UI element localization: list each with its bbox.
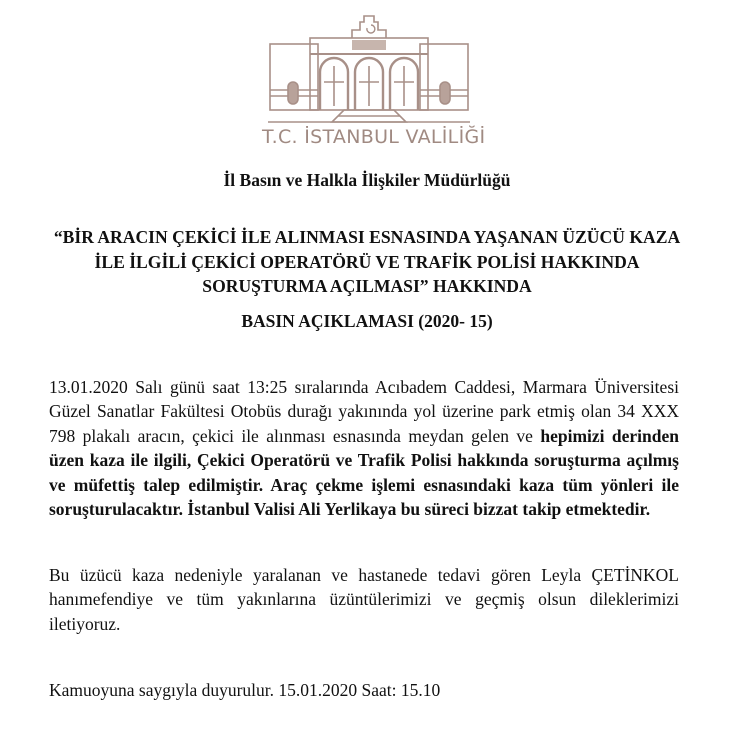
logo-text: T.C. İSTANBUL VALİLİĞİ <box>262 126 486 148</box>
press-release-title: “BİR ARACIN ÇEKİCİ İLE ALINMASI ESNASINDA YAŞANAN ÜZÜCÜ KAZA İLE İLGİLİ ÇEKİCİ OPERATÖRÜ VE TRAFİK POLİSİ HAKKINDA SORUŞTURMA AÇILMASI” HAKKINDA <box>53 227 681 296</box>
press-release-number: BASIN AÇIKLAMASI (2020- 15) <box>241 311 493 331</box>
closing-line: Kamuoyuna saygıyla duyurulur. 15.01.2020 Saat: 15.10 <box>49 680 441 700</box>
paragraph-1-regular-text: 13.01.2020 Salı günü saat 13:25 sıralarında Acıbadem Caddesi, Marmara Üniversitesi Güzel Sanatlar Fakültesi Otobüs durağı yakınında yol üzerine park etmiş olan 34 XXX 798 plakalı aracın, çekici ile alınması esnasında meydan gelen ve <box>49 377 679 446</box>
body-paragraph-1 <box>49 375 679 521</box>
governorship-building-icon <box>268 6 470 124</box>
body-paragraph-2: Bu üzücü kaza nedeniyle yaralanan ve hastanede tedavi gören Leyla ÇETİNKOL hanımefendiye ve tüm yakınlarına üzüntülerimizi ve geçmiş olsun dileklerimizi iletiyoruz. <box>49 565 679 634</box>
paragraph-1-bold-text: hepimizi derinden üzen kaza ile ilgili, Çekici Operatörü ve Trafik Polisi hakkında soruşturma açılmış ve müfettiş talep edilmiştir. Araç çekme işlemi esnasındaki kaza tüm yönleri ile soruşturulacaktır. İstanbul Valisi Ali Yerlikaya bu süreci bizzat takip etmektedir. <box>49 425 679 520</box>
istanbul-governorship-logo <box>262 4 486 154</box>
department-name: İl Basın ve Halkla İlişkiler Müdürlüğü <box>223 170 511 190</box>
